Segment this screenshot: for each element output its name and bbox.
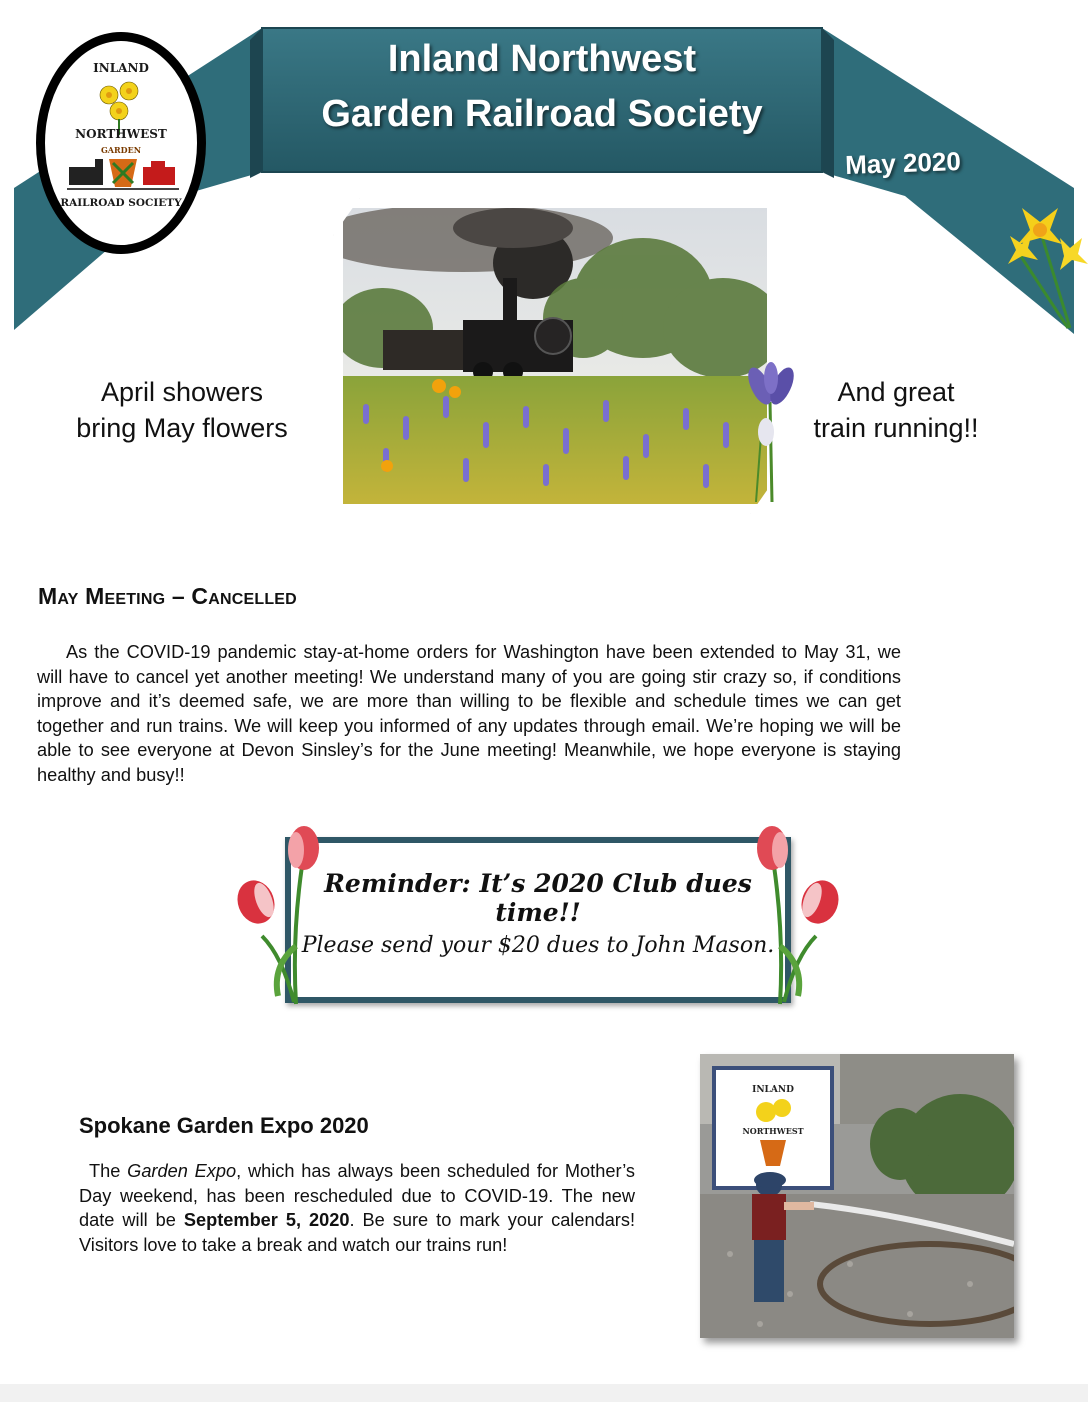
logo-text-inland: INLAND	[93, 61, 149, 75]
logo-text-garden: GARDEN	[100, 145, 142, 155]
expo-body-date: September 5, 2020	[183, 1210, 350, 1230]
meeting-body: As the COVID-19 pandemic stay-at-home orders for Washington have been extended to May 31, we will have to cancel yet another meeting! We understand many of you are going stir crazy so, if conditions improve and it’s deemed safe, we are more than willing to be flexible and schedule times we can get together and run trains. We will keep you informed of any updates through email. We’re hoping we will be able to see everyone at Devon Sinsley’s for the June meeting! Meanwhile, we hope everyone is staying healthy and busy!!	[37, 642, 901, 785]
garden-expo-photo	[700, 1054, 1014, 1338]
expo-sign-inland: INLAND	[752, 1085, 794, 1095]
meeting-heading: May Meeting – Cancelled	[38, 583, 297, 609]
expo-body-middle: , which has always been scheduled for Mother’s Day weekend, has been rescheduled due to COVID-19. The new date will be	[79, 1161, 635, 1230]
logo-text-northwest: NORTHWEST	[75, 127, 167, 141]
expo-sign-northwest: NORTHWEST	[742, 1126, 804, 1136]
expo-heading: Spokane Garden Expo 2020	[79, 1113, 369, 1138]
newsletter-title-line-1: Inland Northwest	[387, 38, 697, 80]
left-caption	[60, 374, 304, 446]
logo-text-railroad-society: RAILROAD SOCIETY	[60, 197, 182, 209]
page-footer-band	[0, 1384, 1088, 1402]
left-caption-line-1: April showers	[100, 377, 264, 407]
steam-train-photo-frame	[333, 198, 777, 514]
dues-reminder-box	[285, 837, 791, 1003]
tulip-left-icon	[232, 826, 328, 1006]
logo-train-icon	[67, 155, 179, 195]
tulip-right-icon	[748, 826, 846, 1006]
society-logo	[36, 32, 206, 254]
newsletter-title-line-2: Garden Railroad Society	[321, 93, 763, 135]
banner-right-wing	[822, 28, 1074, 334]
left-caption-line-2: bring May flowers	[76, 413, 288, 443]
steam-train-photo	[343, 208, 767, 504]
garden-expo-photo-image	[700, 1054, 1014, 1338]
right-caption-line-1: And great	[837, 377, 955, 407]
right-caption	[796, 374, 996, 446]
issue-date: May 2020	[844, 145, 962, 181]
expo-body-intro: The	[89, 1161, 128, 1181]
expo-body-end: . Be sure to mark your calendars! Visitors love to take a break and watch our trains run!	[79, 1210, 636, 1255]
reminder-headline: Reminder: It’s 2020 Club dues time!!	[324, 869, 752, 927]
right-caption-line-2: train running!!	[813, 413, 979, 443]
iris-flower-icon	[742, 362, 804, 502]
expo-body-event-name: Garden Expo	[127, 1161, 237, 1181]
reminder-instructions: Please send your $20 dues to John Mason.	[301, 933, 775, 958]
expo-body	[79, 1159, 635, 1257]
